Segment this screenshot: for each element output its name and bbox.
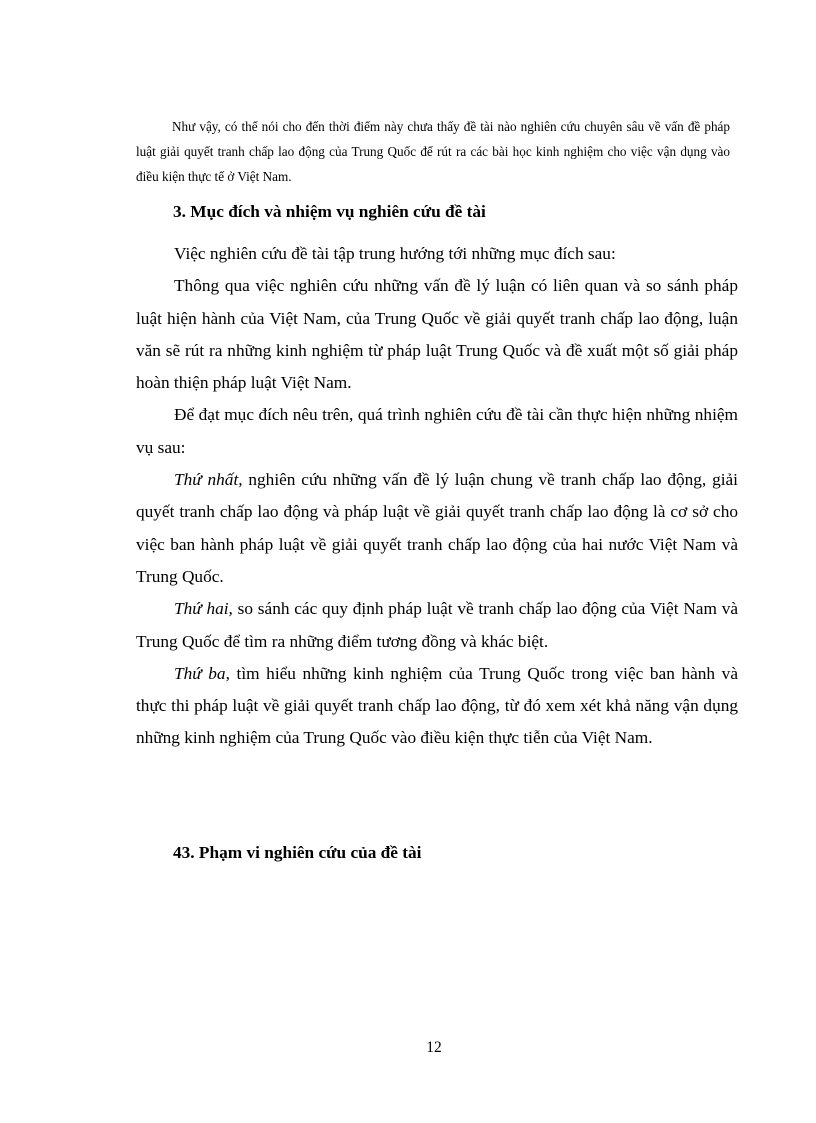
tasks-intro-paragraph: Để đạt mục đích nêu trên, quá trình nghiên cứu đề tài cần thực hiện những nhiệm vụ sau: bbox=[136, 405, 738, 457]
task-2-text: so sánh các quy định pháp luật về tranh chấp lao động của Việt Nam và Trung Quốc để tìm ra những điểm tương đồng và khác biệt. bbox=[136, 599, 739, 651]
section-3-heading: 3. Mục đích và nhiệm vụ nghiên cứu đề tài bbox=[173, 202, 486, 221]
task-2-paragraph bbox=[136, 593, 738, 658]
task-1-text: nghiên cứu những vấn đề lý luận chung về tranh chấp lao động, giải quyết tranh chấp lao động và pháp luật về giải quyết tranh chấp lao động là cơ sở cho việc ban hành pháp luật về giải quyết tranh chấp lao động của hai nước Việt Nam và Trung Quốc. bbox=[136, 470, 738, 586]
task-3-text: tìm hiểu những kinh nghiệm của Trung Quốc trong việc ban hành và thực thi pháp luật về giải quyết tranh chấp lao động, từ đó xem xét khả năng vận dụng những kinh nghiệm của Trung Quốc vào điều kiện thực tiễn của Việt Nam. bbox=[136, 663, 738, 748]
task-3-label: Thứ ba, bbox=[174, 663, 230, 683]
section-3-body bbox=[136, 238, 738, 755]
page-number: 12 bbox=[426, 1039, 442, 1056]
intro-paragraph: Như vậy, có thể nói cho đến thời điểm này chưa thấy đề tài nào nghiên cứu chuyên sâu về vấn đề pháp luật giải quyết tranh chấp lao động của Trung Quốc để rút ra các bài học kinh nghiệm cho việc vận dụng vào điều kiện thực tế ở Việt Nam. bbox=[136, 119, 730, 184]
task-3-paragraph bbox=[136, 658, 738, 755]
task-2-label: Thứ hai, bbox=[174, 599, 233, 619]
section-4-heading: 43. Phạm vi nghiên cứu của đề tài bbox=[173, 843, 422, 862]
task-1-label: Thứ nhất, bbox=[174, 470, 243, 490]
task-1-paragraph bbox=[136, 464, 738, 593]
purpose-intro-paragraph: Việc nghiên cứu đề tài tập trung hướng tới những mục đích sau: bbox=[174, 244, 616, 263]
purpose-paragraph: Thông qua việc nghiên cứu những vấn đề lý luận có liên quan và so sánh pháp luật hiện hành của Việt Nam, của Trung Quốc về giải quyết tranh chấp lao động, luận văn sẽ rút ra những kinh nghiệm từ pháp luật Trung Quốc và đề xuất một số giải pháp hoàn thiện pháp luật Việt Nam. bbox=[136, 276, 738, 393]
